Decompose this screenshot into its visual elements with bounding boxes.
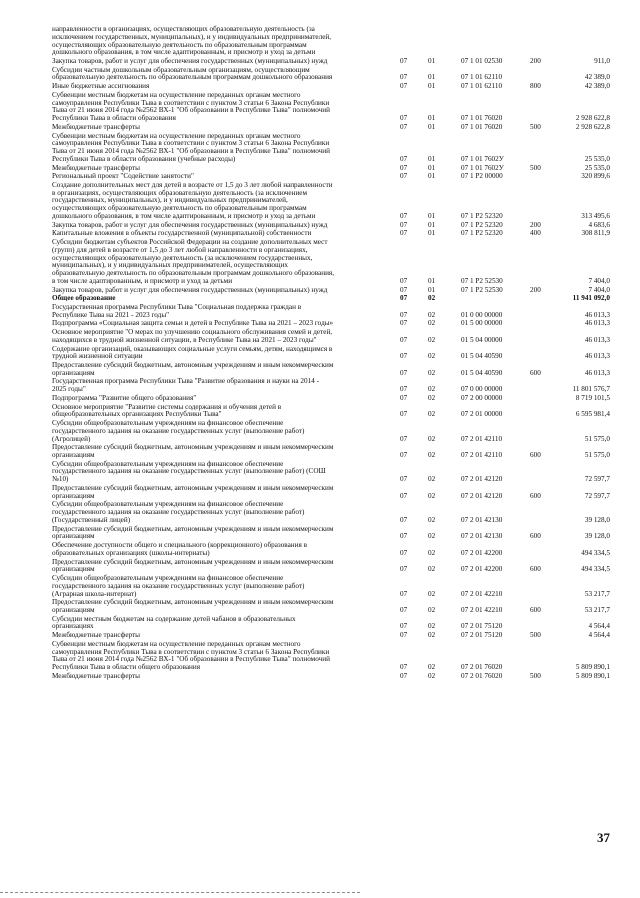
amount: 25 535,0 [584, 154, 610, 163]
expense-type-code: 500 [530, 631, 541, 640]
section-code: 07 [400, 663, 408, 672]
table-row [0, 295, 640, 303]
row-description: Межбюджетные трансферты [52, 631, 140, 640]
table-row [0, 124, 640, 132]
section-code: 07 [400, 220, 408, 229]
target-article-code: 07 1 P2 00000 [461, 172, 503, 181]
section-code: 07 [400, 294, 408, 303]
row-description: Государственная программа Республики Тыва "Развитие образования и науки на 2014 - 2025 годы" [52, 377, 319, 394]
row-description: Субсидии бюджетам субъектов Российской Федерации на создание дополнительных мест (групп) для детей в возрасте от 1,5 до 3 лет любой направленности в организациях, осуществляющих образовательную деятельность (за исключением государственных, муниципальных), и у индивидуальных предпринимателей, осуществляющих образовательную деятельность по образовательным программам дошкольного образования, в том числе адаптированным, и присмотр и уход за детьми [52, 238, 335, 285]
section-code: 07 [400, 565, 408, 574]
table-row [0, 632, 640, 640]
subsection-code: 01 [428, 277, 436, 285]
row-description: Закупка товаров, работ и услуг для обеспечения государственных (муниципальных) нужд [52, 220, 328, 229]
target-article-code: 07 1 P2 52530 [461, 285, 503, 294]
section-code: 07 [400, 277, 408, 285]
table-row [0, 559, 640, 575]
expense-type-code: 200 [530, 57, 541, 66]
target-article-code: 01 0 00 00000 [461, 310, 503, 319]
target-article-code: 07 1 P2 52320 [461, 220, 503, 229]
amount: 8 719 101,5 [575, 393, 610, 402]
amount: 494 334,5 [581, 565, 610, 574]
row-description: Предоставление субсидий бюджетным, автономным учреждениям и иным некоммерческим организациям [52, 598, 334, 614]
table-row [0, 329, 640, 345]
row-description: Создание дополнительных мест для детей в возрасте от 1,5 до 3 лет любой направленности в организациях, осуществляющих образовательную деятельность (за исключением государственных, муниципальных), и у индивидуальных предпринимателей, осуществляющих образовательную деятельность по образовательным программам дошкольного образования, в том числе адаптированным, и присмотр и уход за детьми [52, 180, 333, 221]
subsection-code: 02 [428, 622, 436, 631]
target-article-code: 07 1 01 62110 [461, 82, 503, 91]
row-description: Межбюджетные трансферты [52, 163, 140, 172]
subsection-code: 01 [428, 114, 436, 123]
subsection-code: 02 [428, 475, 436, 484]
amount: 53 217,7 [584, 589, 610, 598]
section-code: 07 [400, 605, 408, 614]
section-code: 07 [400, 154, 408, 163]
subsection-code: 02 [428, 319, 436, 328]
subsection-code: 02 [428, 631, 436, 640]
row-description: Субвенции местным бюджетам на осуществление переданных органам местного самоуправления Республики Тыва в соответствии с пунктом 3 статьи 6 Закона Республики Тыва от 21 июня 2014 года №2562 ВХ-1 "Об образовании в Республике Тыва" полномочий Республики Тыва в области образования [52, 90, 330, 123]
row-description: Субсидии общеобразовательным учреждениям на финансовое обеспечение государственного задания на оказание государственных услуг (выполнение работ) (Агролицей) [52, 418, 305, 443]
section-code: 07 [400, 589, 408, 598]
row-description: Обеспечение доступности общего и специального (коррекционного) образования в образовательных организациях (школы-интернаты) [52, 541, 307, 557]
row-description: Общее образование [52, 294, 116, 303]
table-row [0, 461, 640, 484]
target-article-code: 07 2 01 42210 [461, 589, 503, 598]
table-row [0, 616, 640, 632]
section-code: 07 [400, 622, 408, 631]
section-code: 07 [400, 122, 408, 131]
subsection-code: 02 [428, 515, 436, 524]
amount: 39 128,0 [584, 532, 610, 541]
expense-type-code: 400 [530, 229, 541, 238]
row-description: Предоставление субсидий бюджетным, автономным учреждениям и иным некоммерческим организациям [52, 557, 334, 574]
amount: 46 013,3 [584, 368, 610, 377]
section-code: 07 [400, 172, 408, 181]
amount: 308 811,9 [581, 229, 610, 238]
target-article-code: 07 2 01 42200 [461, 565, 503, 574]
target-article-code: 07 2 01 42110 [461, 450, 503, 459]
subsection-code: 02 [428, 434, 436, 443]
table-row [0, 133, 640, 164]
row-description: Предоставление субсидий бюджетным, автономным учреждениям и иным некоммерческим организациям [52, 443, 334, 459]
row-description: Капитальные вложения в объекты государственной (муниципальной) собственности [52, 229, 312, 238]
table-row [0, 599, 640, 615]
amount: 4 683,6 [588, 220, 610, 229]
table-row [0, 378, 640, 394]
subsection-code: 01 [428, 212, 436, 221]
expense-type-code: 500 [530, 671, 541, 680]
section-code: 07 [400, 310, 408, 319]
target-article-code: 07 0 00 00000 [461, 385, 503, 394]
amount: 72 597,7 [584, 491, 610, 500]
row-description: Содержание организаций, оказывающих социальные услуги семьям, детям, находящимся в трудной жизненной ситуации [52, 344, 333, 361]
row-description: Субсидии общеобразовательным учреждениям на финансовое обеспечение государственного задания на оказание государственных услуг (выполнение работ) (Аграрная школа-интернат) [52, 573, 305, 598]
section-code: 07 [400, 631, 408, 640]
subsection-code: 01 [428, 82, 436, 91]
target-article-code: 07 2 01 42110 [461, 434, 503, 443]
table-row [0, 83, 640, 91]
subsection-code: 02 [428, 671, 436, 680]
target-article-code: 07 1 01 62110 [461, 73, 503, 82]
target-article-code: 07 1 P2 52320 [461, 229, 503, 238]
target-article-code: 07 1 01 02530 [461, 57, 503, 66]
row-description: Субсидии местным бюджетам на содержание детей чабанов в образовательных организациях [52, 614, 296, 631]
table-row [0, 362, 640, 378]
amount: 494 334,5 [581, 548, 610, 557]
table-row [0, 575, 640, 598]
subsection-code: 01 [428, 57, 436, 66]
row-description: Подпрограмма «Социальная защита семьи и детей в Республике Тыва на 2021 – 2023 годы» [52, 319, 334, 328]
target-article-code: 07 2 01 76020 [461, 663, 503, 672]
amount: 46 013,3 [584, 335, 610, 344]
amount: 2 928 622,8 [575, 122, 610, 131]
page-number: 37 [597, 830, 610, 845]
subsection-code: 02 [428, 589, 436, 598]
target-article-code: 07 1 01 76020 [461, 122, 503, 131]
subsection-code: 01 [428, 163, 436, 172]
subsection-code: 02 [428, 410, 436, 419]
table-row [0, 346, 640, 362]
row-description: Субвенции местным бюджетам на осуществление переданных органам местного самоуправления Республики Тыва в соответствии с пунктом 3 статьи 6 Закона Республики Тыва от 21 июня 2014 года №2562 ВХ-1 "Об образовании в Республике Тыва" полномочий Республики Тыва в области общего образования [52, 639, 330, 672]
table-row [0, 92, 640, 123]
amount: 25 535,0 [584, 163, 610, 172]
target-article-code: 07 1 01 76020 [461, 114, 503, 123]
expense-type-code: 500 [530, 163, 541, 172]
amount: 4 564,4 [588, 631, 610, 640]
table-row [0, 444, 640, 460]
target-article-code: 07 2 01 42120 [461, 475, 503, 484]
target-article-code: 07 2 01 00000 [461, 410, 503, 419]
row-description: Предоставление субсидий бюджетным, автономным учреждениям и иным некоммерческим организациям [52, 360, 334, 377]
amount: 46 013,3 [584, 352, 610, 361]
subsection-code: 02 [428, 393, 436, 402]
subsection-code: 02 [428, 663, 436, 672]
subsection-code: 01 [428, 220, 436, 229]
target-article-code: 07 2 01 76020 [461, 671, 503, 680]
amount: 51 575,0 [584, 450, 610, 459]
amount: 42 389,0 [584, 82, 610, 91]
row-description: Субсидии общеобразовательным учреждениям на финансовое обеспечение государственного задания на оказание государственных услуг (выполнение работ) (СОШ №10) [52, 459, 326, 484]
row-description: Субсидии частным дошкольным образовательным организациям, осуществляющим образовательную деятельность по образовательным программам дошкольного образования [52, 65, 333, 82]
table-row [0, 182, 640, 221]
table-row [0, 395, 640, 403]
section-code: 07 [400, 352, 408, 361]
table-row [0, 526, 640, 542]
expense-type-code: 500 [530, 122, 541, 131]
amount: 46 013,3 [584, 319, 610, 328]
table-row [0, 26, 640, 57]
amount: 4 564,4 [588, 622, 610, 631]
table-row [0, 542, 640, 558]
section-code: 07 [400, 285, 408, 294]
subsection-code: 01 [428, 285, 436, 294]
section-code: 07 [400, 385, 408, 394]
subsection-code: 02 [428, 548, 436, 557]
subsection-code: 01 [428, 154, 436, 163]
expense-type-code: 600 [530, 605, 541, 614]
subsection-code: 02 [428, 310, 436, 319]
expense-type-code: 800 [530, 82, 541, 91]
subsection-code: 02 [428, 605, 436, 614]
table-row [0, 287, 640, 295]
table-row [0, 404, 640, 420]
section-code: 07 [400, 410, 408, 419]
target-article-code: 01 5 04 40590 [461, 368, 503, 377]
row-description: Основное мероприятие "О мерах по улучшению социального обслуживания семей и детей, находящихся в трудной жизненной ситуации, в Республике Тыва на 2021 – 2023 годы" [52, 328, 333, 344]
target-article-code: 07 2 01 75120 [461, 631, 503, 640]
target-article-code: 07 2 01 42120 [461, 491, 503, 500]
subsection-code: 01 [428, 229, 436, 238]
table-row [0, 485, 640, 501]
amount: 51 575,0 [584, 434, 610, 443]
section-code: 07 [400, 163, 408, 172]
target-article-code: 07 1 01 7602У [461, 163, 504, 172]
section-code: 07 [400, 491, 408, 500]
expense-type-code: 600 [530, 368, 541, 377]
section-code: 07 [400, 548, 408, 557]
amount: 46 013,3 [584, 310, 610, 319]
target-article-code: 01 5 00 00000 [461, 319, 503, 328]
section-code: 07 [400, 368, 408, 377]
section-code: 07 [400, 335, 408, 344]
table-row [0, 230, 640, 238]
subsection-code: 02 [428, 385, 436, 394]
section-code: 07 [400, 57, 408, 66]
target-article-code: 07 2 01 75120 [461, 622, 503, 631]
amount: 7 404,0 [588, 285, 610, 294]
expense-type-code: 600 [530, 532, 541, 541]
table-row [0, 320, 640, 328]
section-code: 07 [400, 450, 408, 459]
amount: 5 809 890,1 [575, 663, 610, 672]
target-article-code: 07 2 01 42130 [461, 515, 503, 524]
target-article-code: 07 2 01 42210 [461, 605, 503, 614]
subsection-code: 01 [428, 172, 436, 181]
section-code: 07 [400, 393, 408, 402]
table-row [0, 641, 640, 672]
row-description: Основное мероприятие "Развитие системы содержания и обучения детей в общеобразовательных организациях Республики Тыва" [52, 402, 282, 419]
amount: 53 217,7 [584, 605, 610, 614]
table-row [0, 501, 640, 524]
section-code: 07 [400, 434, 408, 443]
row-description: Региональный проект "Содействие занятости" [52, 172, 194, 181]
section-code: 07 [400, 82, 408, 91]
row-description: Межбюджетные трансферты [52, 122, 140, 131]
expense-type-code: 200 [530, 285, 541, 294]
target-article-code: 07 1 P2 52530 [461, 277, 503, 285]
row-description: Иные бюджетные ассигнования [52, 82, 150, 91]
table-row [0, 673, 640, 681]
table-row [0, 239, 640, 286]
amount: 39 128,0 [584, 515, 610, 524]
table-row [0, 67, 640, 83]
amount: 6 595 981,4 [575, 410, 610, 419]
expense-type-code: 600 [530, 565, 541, 574]
expense-type-code: 600 [530, 450, 541, 459]
subsection-code: 02 [428, 532, 436, 541]
section-code: 07 [400, 229, 408, 238]
subsection-code: 02 [428, 352, 436, 361]
subsection-code: 02 [428, 565, 436, 574]
table-row [0, 58, 640, 66]
target-article-code: 07 1 01 7602У [461, 154, 504, 163]
amount: 2 928 622,8 [575, 114, 610, 123]
row-description: направленности в организациях, осуществляющих образовательную деятельность (за исключением государственных, муниципальных), и у индивидуальных предпринимателей, осуществляющих образовательную деятельность по образовательным программам дошкольного образования, в том числе адаптированным, и присмотр и уход за детьми [52, 25, 332, 57]
section-code: 07 [400, 212, 408, 221]
expense-type-code: 600 [530, 491, 541, 500]
table-row [0, 173, 640, 181]
target-article-code: 07 2 00 00000 [461, 393, 503, 402]
amount: 313 495,6 [581, 212, 610, 221]
row-description: Закупка товаров, работ и услуг для обеспечения государственных (муниципальных) нужд [52, 57, 328, 66]
table-row [0, 222, 640, 230]
amount: 72 597,7 [584, 475, 610, 484]
footer-divider [0, 892, 360, 893]
section-code: 07 [400, 73, 408, 82]
section-code: 07 [400, 671, 408, 680]
target-article-code: 01 5 04 00000 [461, 335, 503, 344]
amount: 11 801 576,7 [572, 385, 610, 394]
subsection-code: 02 [428, 294, 436, 303]
table-row [0, 420, 640, 443]
subsection-code: 02 [428, 368, 436, 377]
row-description: Закупка товаров, работ и услуг для обеспечения государственных (муниципальных) нужд [52, 285, 328, 294]
section-code: 07 [400, 515, 408, 524]
target-article-code: 01 5 04 40590 [461, 352, 503, 361]
table-row [0, 304, 640, 320]
subsection-code: 01 [428, 73, 436, 82]
amount: 911,0 [594, 57, 610, 66]
subsection-code: 02 [428, 450, 436, 459]
row-description: Субвенции местным бюджетам на осуществление переданных органам местного самоуправления Республики Тыва в соответствии с пунктом 3 статьи 6 Закона Республики Тыва от 21 июня 2014 года №2562 ВХ-1 "Об образовании в Республике Тыва" полномочий Республики Тыва в области образования (учебные расходы) [52, 131, 330, 163]
target-article-code: 07 2 01 42200 [461, 548, 503, 557]
subsection-code: 01 [428, 122, 436, 131]
row-description: Предоставление субсидий бюджетным, автономным учреждениям и иным некоммерческим организациям [52, 524, 334, 541]
amount: 320 899,6 [581, 172, 610, 181]
expense-type-code: 200 [530, 220, 541, 229]
row-description: Государственная программа Республики Тыва "Социальная поддержка граждан в Республике Тыва на 2021 - 2023 годы" [52, 302, 302, 319]
table-row [0, 165, 640, 173]
subsection-code: 02 [428, 335, 436, 344]
section-code: 07 [400, 114, 408, 123]
section-code: 07 [400, 475, 408, 484]
amount: 5 809 890,1 [575, 671, 610, 680]
subsection-code: 02 [428, 491, 436, 500]
amount: 11 941 092,0 [572, 294, 610, 303]
target-article-code: 07 1 P2 52320 [461, 212, 503, 221]
row-description: Межбюджетные трансферты [52, 671, 140, 680]
amount: 7 404,0 [588, 277, 610, 285]
row-description: Субсидии общеобразовательным учреждениям на финансовое обеспечение государственного задания на оказание государственных услуг (выполнение работ) (Государственный лицей) [52, 500, 305, 524]
section-code: 07 [400, 532, 408, 541]
row-description: Предоставление субсидий бюджетным, автономным учреждениям и иным некоммерческим организациям [52, 483, 334, 500]
amount: 42 389,0 [584, 73, 610, 82]
section-code: 07 [400, 319, 408, 328]
target-article-code: 07 2 01 42130 [461, 532, 503, 541]
row-description: Подпрограмма "Развитие общего образования" [52, 393, 197, 402]
